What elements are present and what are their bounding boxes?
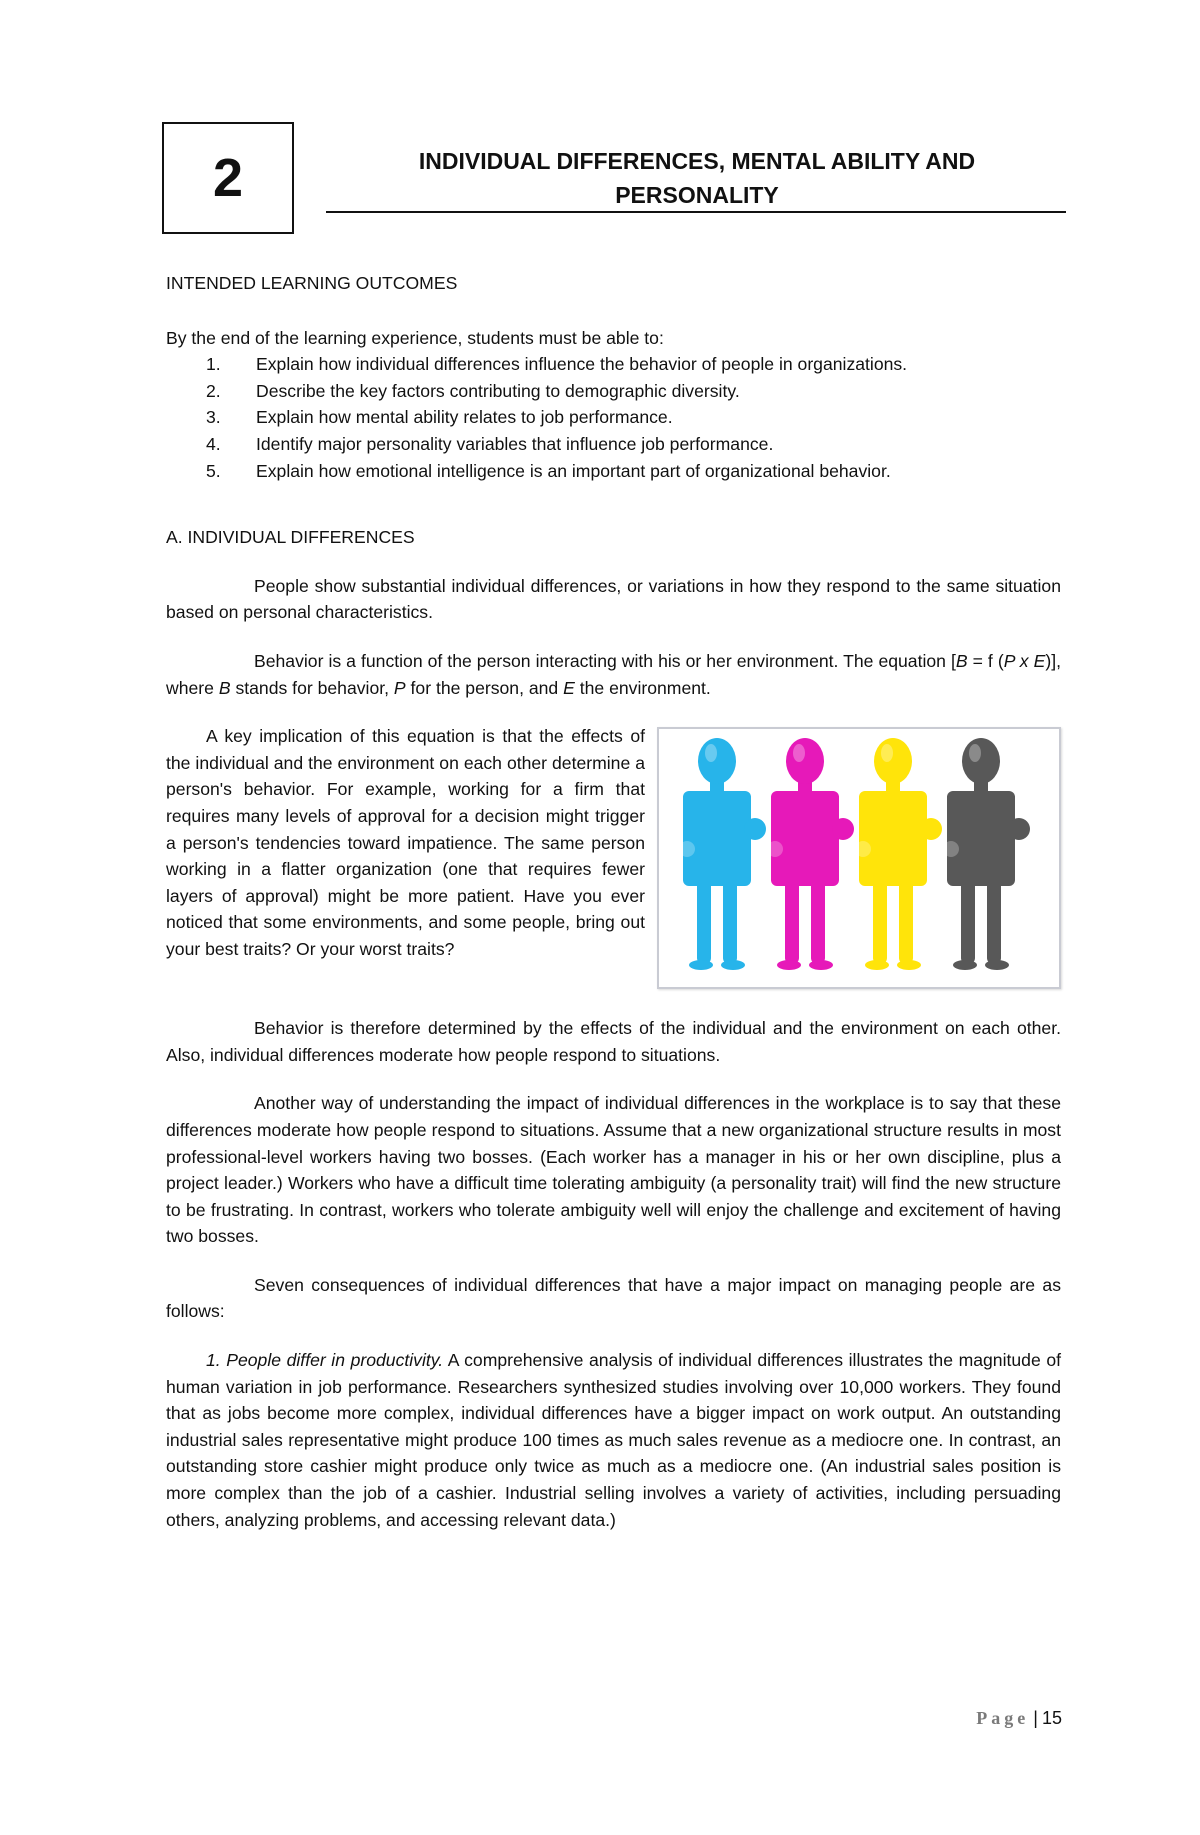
- chapter-number-box: [162, 122, 294, 234]
- figure-foot: [953, 960, 977, 970]
- outcome-item: [166, 404, 1061, 431]
- figure-puzzle-body: [947, 791, 1015, 886]
- chapter-title-line2: PERSONALITY: [615, 182, 779, 208]
- puzzle-notch: [855, 841, 871, 857]
- page-separator: |: [1033, 1708, 1038, 1728]
- outcome-item: [166, 351, 1061, 378]
- head-highlight: [705, 744, 717, 762]
- figure-puzzle-body: [859, 791, 927, 886]
- learning-outcomes-heading: INTENDED LEARNING OUTCOMES: [166, 273, 458, 293]
- outcome-number: 2.: [206, 380, 221, 401]
- puzzle-knob: [920, 818, 942, 840]
- figure-foot: [865, 960, 889, 970]
- figure-foot: [777, 960, 801, 970]
- variable-b: B: [218, 677, 231, 698]
- learning-outcomes-lead: By the end of the learning experience, students must be able to:: [166, 327, 664, 348]
- head-highlight: [793, 744, 805, 762]
- chapter-title-line1: INDIVIDUAL DIFFERENCES, MENTAL ABILITY AND: [418, 148, 976, 174]
- figure-foot: [897, 960, 921, 970]
- equation-text: for the person, and: [405, 677, 564, 698]
- paragraph-another-way: Another way of understanding the impact of individual differences in the workplace is to say that these differences moderate how people respond to situations. Assume that a new organizational structure results in most professional-level workers having two bosses. (Each worker has a manager in his or her own discipline, plus a project leader.) Workers who have a difficult time tolerating ambiguity (a personality trait) will find the new structure to be frustrating. In contrast, workers who tolerate ambiguity well will enjoy the challenge and excitement of having two bosses.: [166, 1093, 1061, 1247]
- figure-text-block: [166, 723, 1061, 997]
- equation-b: B: [955, 650, 968, 671]
- variable-p: P: [393, 677, 406, 698]
- paragraph-key-implication: A key implication of this equation is that the effects of the individual and the environment on each other determine a person's behavior. For example, working for a firm that requires many levels of approval for a decision might trigger a person's tendencies toward impatience. The same person working in a flatter organization (one that requires fewer layers of approval) might be more patient. Have you ever noticed that some environments, and some people, bring out your best traits? Or your worst traits?: [166, 726, 645, 959]
- outcome-text: Describe the key factors contributing to demographic diversity.: [256, 380, 740, 401]
- figure-leg: [723, 879, 737, 964]
- figure-foot: [809, 960, 833, 970]
- outcome-number: 1.: [206, 354, 221, 375]
- figure-leg: [873, 879, 887, 964]
- puzzle-knob: [1008, 818, 1030, 840]
- chapter-title-block: [328, 144, 1066, 212]
- equation-text: = f (: [967, 650, 1004, 671]
- figure-leg: [811, 879, 825, 964]
- outcome-number: 5.: [206, 460, 221, 481]
- variable-e: E: [563, 677, 575, 698]
- title-underline: [326, 211, 1066, 213]
- outcome-text: Explain how mental ability relates to job performance.: [256, 407, 673, 428]
- figure-leg: [697, 879, 711, 964]
- productivity-lead: 1. People differ in productivity.: [206, 1350, 444, 1371]
- equation-text: the environment.: [574, 677, 711, 698]
- equation-text: stands for behavior,: [230, 677, 394, 698]
- puzzle-notch: [767, 841, 783, 857]
- puzzle-knob: [744, 818, 766, 840]
- figure-puzzle-body: [771, 791, 839, 886]
- page-content: [166, 270, 1061, 1533]
- puzzle-notch: [943, 841, 959, 857]
- productivity-body: A comprehensive analysis of individual differences illustrates the magnitude of human variation in job performance. Researchers synthesized studies involving over 10,000 workers. They found that as jobs become more complex, individual differences have a bigger impact on work output. An outstanding industrial sales representative might produce 100 times as much sales revenue as a mediocre one. In contrast, an outstanding store cashier might produce only twice as much as a mediocre one. (An industrial sales position is more complex than the job of a cashier. Industrial selling involves a variety of activities, including persuading others, analyzing problems, and accessing relevant data.): [166, 1350, 1061, 1530]
- chapter-number: 2: [212, 148, 244, 208]
- outcome-number: 4.: [206, 433, 221, 454]
- equation-p: P: [1003, 650, 1015, 671]
- outcome-item: [166, 378, 1061, 405]
- puzzle-notch: [679, 841, 695, 857]
- page-footer: [900, 1708, 1062, 1729]
- puzzle-people-illustration: [659, 729, 1059, 987]
- outcome-item: [166, 458, 1061, 485]
- equation-x: x: [1014, 650, 1034, 671]
- outcome-item: [166, 431, 1061, 458]
- figure-foot: [721, 960, 745, 970]
- paragraph-individual-differences: People show substantial individual differences, or variations in how they respond to the same situation based on personal characteristics.: [166, 575, 1061, 623]
- equation-e: E: [1033, 650, 1046, 671]
- puzzle-knob: [832, 818, 854, 840]
- paragraph-productivity: [166, 1347, 1061, 1533]
- figure-head: [786, 738, 824, 784]
- figure-head: [962, 738, 1000, 784]
- page-number: 15: [1041, 1708, 1062, 1728]
- figure-foot: [985, 960, 1009, 970]
- paragraph-behavior-equation: [166, 648, 1061, 701]
- puzzle-people-figure: [657, 727, 1061, 989]
- figure-leg: [785, 879, 799, 964]
- head-highlight: [881, 744, 893, 762]
- figure-leg: [961, 879, 975, 964]
- page-label: Page: [976, 1708, 1030, 1728]
- figure-puzzle-body: [683, 791, 751, 886]
- outcome-text: Explain how emotional intelligence is an important part of organizational behavior.: [256, 460, 891, 481]
- figure-head: [698, 738, 736, 784]
- figure-leg: [987, 879, 1001, 964]
- paragraph-seven-consequences: Seven consequences of individual differences that have a major impact on managing people are as follows:: [166, 1274, 1061, 1322]
- figure-leg: [899, 879, 913, 964]
- section-a-heading: A. INDIVIDUAL DIFFERENCES: [166, 527, 415, 548]
- figure-foot: [689, 960, 713, 970]
- outcome-text: Identify major personality variables that influence job performance.: [256, 433, 774, 454]
- learning-outcomes-list: [166, 351, 1061, 484]
- head-highlight: [969, 744, 981, 762]
- equation-text: )], where: [166, 650, 1062, 698]
- outcome-text: Explain how individual differences influence the behavior of people in organizations.: [256, 354, 908, 375]
- equation-text: Behavior is a function of the person interacting with his or her environment. The equation [: [254, 650, 956, 671]
- figure-head: [874, 738, 912, 784]
- outcome-number: 3.: [206, 407, 221, 428]
- paragraph-behavior-determined: Behavior is therefore determined by the effects of the individual and the environment on each other. Also, individual differences moderate how people respond to situations.: [166, 1018, 1061, 1065]
